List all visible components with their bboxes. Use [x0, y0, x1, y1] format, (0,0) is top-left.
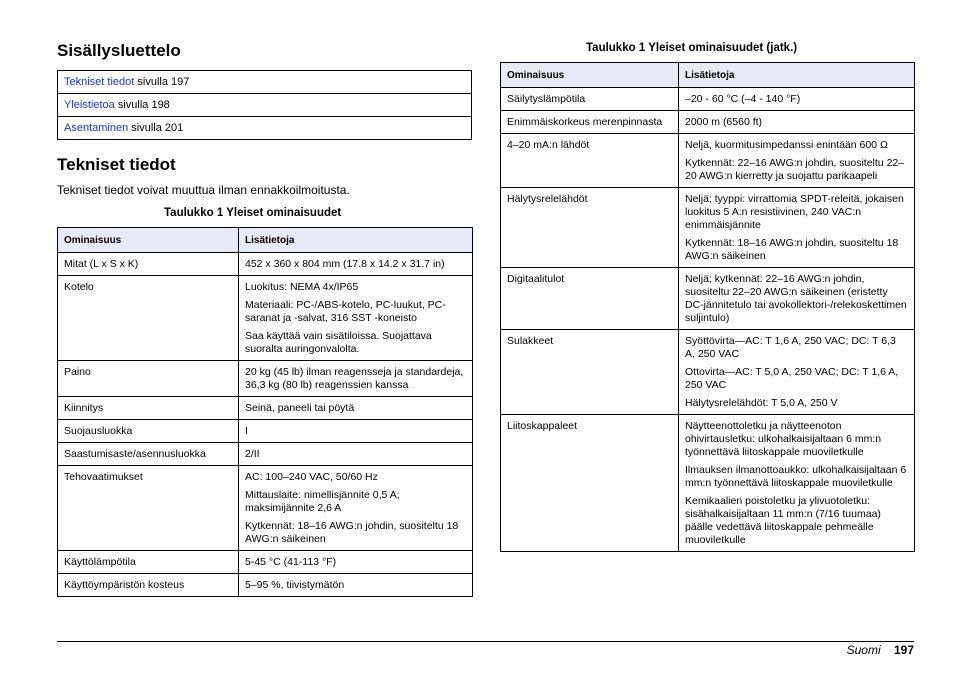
property-name: Suojausluokka [58, 420, 239, 443]
table-row [58, 361, 473, 397]
table-row [58, 276, 473, 361]
toc-item [58, 117, 472, 140]
detail-text: AC: 100–240 VAC, 50/60 Hz [245, 471, 378, 483]
toc-link-tekniset-tiedot[interactable]: Tekniset tiedot [64, 76, 135, 88]
table1-caption: Taulukko 1 Yleiset ominaisuudet [164, 207, 342, 219]
section-title: Tekniset tiedot [57, 155, 176, 174]
property-details [679, 111, 915, 134]
detail-text: –20 - 60 °C (–4 - 140 °F) [685, 93, 801, 105]
toc-link-yleistietoa[interactable]: Yleistietoa [64, 99, 115, 111]
property-name: Hälytysrelelähdöt [501, 188, 679, 268]
property-details [239, 420, 473, 443]
detail-text: Ilmauksen ilmanottoaukko: ulkohalkaisijaltaan 6 mm:n työnnettävä liitoskappale muoviletkulle [685, 464, 907, 489]
table-row [501, 111, 915, 134]
table-row [58, 420, 473, 443]
property-name: Tehovaatimukset [58, 466, 239, 551]
property-details [239, 551, 473, 574]
detail-text: Neljä; kytkennät: 22–16 AWG:n johdin, suositeltu 22–20 AWG:n säikeinen (eristetty DC-jännitetulo tai avokollektori-/relekoskettimen suljintulo) [685, 273, 907, 324]
table-header-row [58, 228, 473, 253]
detail-text: Neljä; tyyppi: virrattomia SPDT-releitä, jokaisen luokitus 5 A:n resistiivinen, 240 VAC:n enimmäisjännite [685, 193, 904, 231]
toc-title: Sisällysluettelo [57, 41, 181, 60]
property-details [239, 397, 473, 420]
property-name: Saastumisaste/asennusluokka [58, 443, 239, 466]
page-footer [847, 643, 914, 657]
detail-text: 2000 m (6560 ft) [685, 116, 763, 128]
intro-paragraph: Tekniset tiedot voivat muuttua ilman ennakkoilmoitusta. [57, 183, 350, 197]
detail-text: I [245, 425, 248, 437]
column-header-ominaisuus: Ominaisuus [58, 228, 239, 253]
detail-text: 5-45 °C (41-113 °F) [245, 556, 337, 568]
toc-page-ref: sivulla 201 [128, 122, 184, 134]
property-name: Paino [58, 361, 239, 397]
column-header-ominaisuus: Ominaisuus [501, 63, 679, 88]
toc-link-asentaminen[interactable]: Asentaminen [64, 122, 129, 134]
table-row [501, 330, 915, 415]
property-details [239, 574, 473, 597]
property-name: Sulakkeet [501, 330, 679, 415]
detail-text: Materiaali: PC-/ABS-kotelo, PC-luukut, PC-saranat ja -salvat, 316 SST -koneisto [245, 299, 446, 324]
detail-text: Hälytysrelelähdöt: T 5,0 A, 250 V [685, 397, 838, 409]
detail-text: Kytkennät: 22–16 AWG:n johdin, suositeltu 22–20 AWG:n kierretty ja suojattu parikaapeli [685, 157, 905, 182]
column-header-lisatietoja: Lisätietoja [679, 63, 915, 88]
detail-text: Ottovirta—AC: T 5,0 A, 250 VAC; DC: T 1,6 A, 250 VAC [685, 366, 899, 391]
table-row [58, 397, 473, 420]
property-name: Käyttölämpötila [58, 551, 239, 574]
property-name: Digitaalitulot [501, 268, 679, 330]
detail-text: Seinä, paneeli tai pöytä [245, 402, 355, 414]
toc-item [58, 71, 472, 94]
detail-text: 452 x 360 x 804 mm (17.8 x 14.2 x 31.7 in) [245, 258, 445, 270]
detail-text: Kemikaalien poistoletku ja ylivuotoletku: sisähalkaisijaltaan 11 mm:n (7/16 tuumaa) päälle vedettävä liitoskappale pehmeälle muoviletkulle [685, 495, 881, 546]
toc-item [58, 94, 472, 117]
detail-text: Kytkennät: 18–16 AWG:n johdin, suositeltu 18 AWG:n säikeinen [685, 237, 899, 262]
detail-text: Kytkennät: 18–16 AWG:n johdin, suositeltu 18 AWG:n säikeinen [245, 520, 459, 545]
property-name: 4–20 mA:n lähdöt [501, 134, 679, 188]
property-details [679, 134, 915, 188]
table-row [501, 88, 915, 111]
property-name: Enimmäiskorkeus merenpinnasta [501, 111, 679, 134]
property-name: Mitat (L x S x K) [58, 253, 239, 276]
footer-language: Suomi [846, 643, 881, 657]
table-row [501, 134, 915, 188]
detail-text: Saa käyttää vain sisätiloissa. Suojattava suoralta auringonvalolta. [245, 330, 432, 355]
property-name: Kiinnitys [58, 397, 239, 420]
table-row [501, 188, 915, 268]
property-details [679, 188, 915, 268]
table-row [58, 551, 473, 574]
property-name: Käyttöympäristön kosteus [58, 574, 239, 597]
property-name: Kotelo [58, 276, 239, 361]
toc-page-ref: sivulla 197 [134, 76, 190, 88]
detail-text: Neljä, kuormitusimpedanssi enintään 600 Ω [685, 139, 888, 151]
table-row [501, 268, 915, 330]
table-header-row [501, 63, 915, 88]
page-number: 197 [893, 643, 914, 657]
detail-text: Näytteenottoletku ja näytteenoton ohivirtausletku: ulkohalkaisijaltaan 6 mm:n työnnettävä liitoskappale muoviletkulle [685, 420, 882, 458]
table2-caption: Taulukko 1 Yleiset ominaisuudet (jatk.) [586, 42, 798, 54]
detail-text: 5–95 %, tiivistymätön [245, 579, 345, 591]
property-details [239, 466, 473, 551]
toc-table [57, 70, 472, 140]
property-name: Säilytyslämpötila [501, 88, 679, 111]
column-header-lisatietoja: Lisätietoja [239, 228, 473, 253]
table-row [58, 574, 473, 597]
property-details [679, 330, 915, 415]
property-details [679, 268, 915, 330]
property-name: Liitoskappaleet [501, 415, 679, 552]
detail-text: Mittauslaite: nimellisjännite 0,5 A; maksimijännite 2,6 A [245, 489, 400, 514]
table-row [58, 443, 473, 466]
property-details [679, 415, 915, 552]
footer-divider [57, 641, 914, 642]
property-details [239, 443, 473, 466]
property-details [679, 88, 915, 111]
detail-text: 20 kg (45 lb) ilman reagensseja ja standardeja, 36,3 kg (80 lb) reagenssien kanssa [245, 366, 464, 391]
property-details [239, 276, 473, 361]
specs-table-2 [500, 62, 915, 552]
table-row [501, 415, 915, 552]
detail-text: Syöttövirta—AC: T 1,6 A, 250 VAC; DC: T 6,3 A, 250 VAC [685, 335, 896, 360]
table-row [58, 253, 473, 276]
toc-page-ref: sivulla 198 [114, 99, 170, 111]
property-details [239, 253, 473, 276]
property-details [239, 361, 473, 397]
detail-text: 2/II [245, 448, 260, 460]
specs-table-1 [57, 227, 473, 597]
detail-text: Luokitus: NEMA 4x/IP65 [245, 281, 359, 293]
table-row [58, 466, 473, 551]
